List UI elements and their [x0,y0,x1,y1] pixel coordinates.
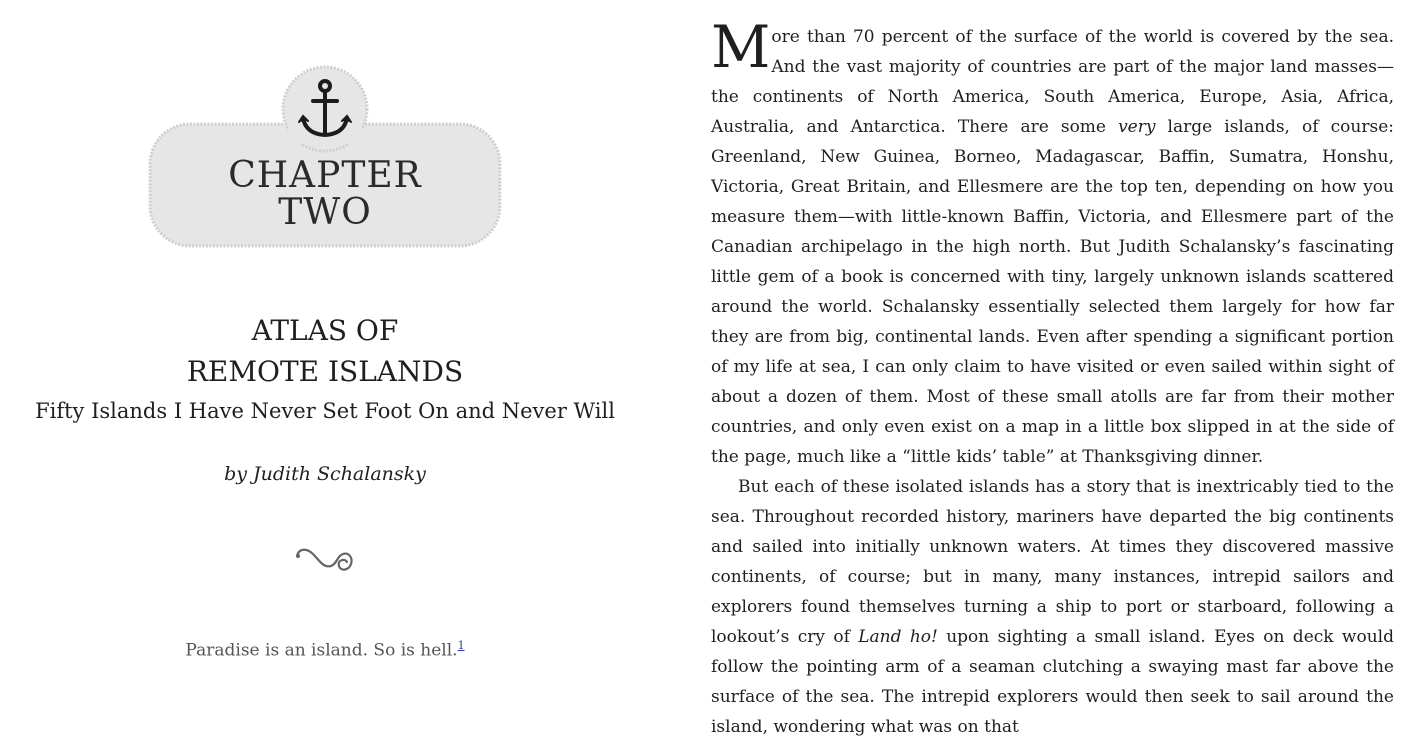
left-page [0,0,650,718]
flourish-ornament-icon [293,542,357,576]
book-title-line2: REMOTE ISLANDS [186,355,464,388]
byline: by Judith Schalansky [224,463,426,485]
paragraph-1-text-b: large islands, of course: Greenland, New Guinea, Borneo, Madagascar, Baffin, Sumatra, Honshu, Victoria, Great Britain, and Ellesmere are the top ten, depending on how you measure them—with little-known Baffin, Victoria, and Ellesmere part of the Canadian archipelago in the high north. But Judith Schalansky’s fascinating little gem of a book is concerned with tiny, largely unknown islands scattered around the world. Schalansky essentially selected them largely for how far they are from big, continental lands. Even after spending a significant portion of my life at sea, I can only claim to have visited or even sailed within sight of about a dozen of them. Most of these small atolls are far from their mother countries, and only even exist on a map in a little box slipped in at the side of the page, much like a “little kids’ table” at Thanksgiving dinner. [711,117,1394,467]
paragraph-2-text-b: upon sighting a small island. Eyes on deck would follow the pointing arm of a seaman clutching a swaying mast far above the surface of the sea. The intrepid explorers would then seek to sail around the island, wondering what was on that [711,627,1394,737]
epigraph-text: Paradise is an island. So is hell. [185,640,458,661]
paragraph-2-emphasis: Land ho! [858,627,938,647]
chapter-label: CHAPTER [228,155,422,196]
drop-cap: M [711,13,771,81]
chapter-badge [148,66,502,251]
book-subtitle: Fifty Islands I Have Never Set Foot On and Never Will [35,399,615,423]
footnote-link[interactable]: 1 [457,639,465,652]
epigraph [0,632,650,664]
right-page [711,13,1394,737]
paragraph-1-emphasis: very [1118,117,1156,137]
chapter-number: TWO [278,192,372,233]
paragraph-2 [711,472,1394,742]
paragraph-2-text-a: But each of these isolated islands has a story that is inextricably tied to the sea. Throughout recorded history, mariners have departed the big continents and sailed into initially unknown waters. At times they discovered massive continents, of course; but in many, many instances, intrepid sailors and explorers found themselves turning a ship to port or starboard, following a lookout’s cry of [711,477,1394,647]
paragraph-1 [711,13,1394,472]
paragraph-1-text-a: ore than 70 percent of the surface of the world is covered by the sea. And the vast majority of countries are part of the major land masses—the continents of North America, South America, Europe, Asia, Africa, Australia, and Antarctica. There are some [711,27,1394,137]
book-title-line1: ATLAS OF [251,314,399,347]
